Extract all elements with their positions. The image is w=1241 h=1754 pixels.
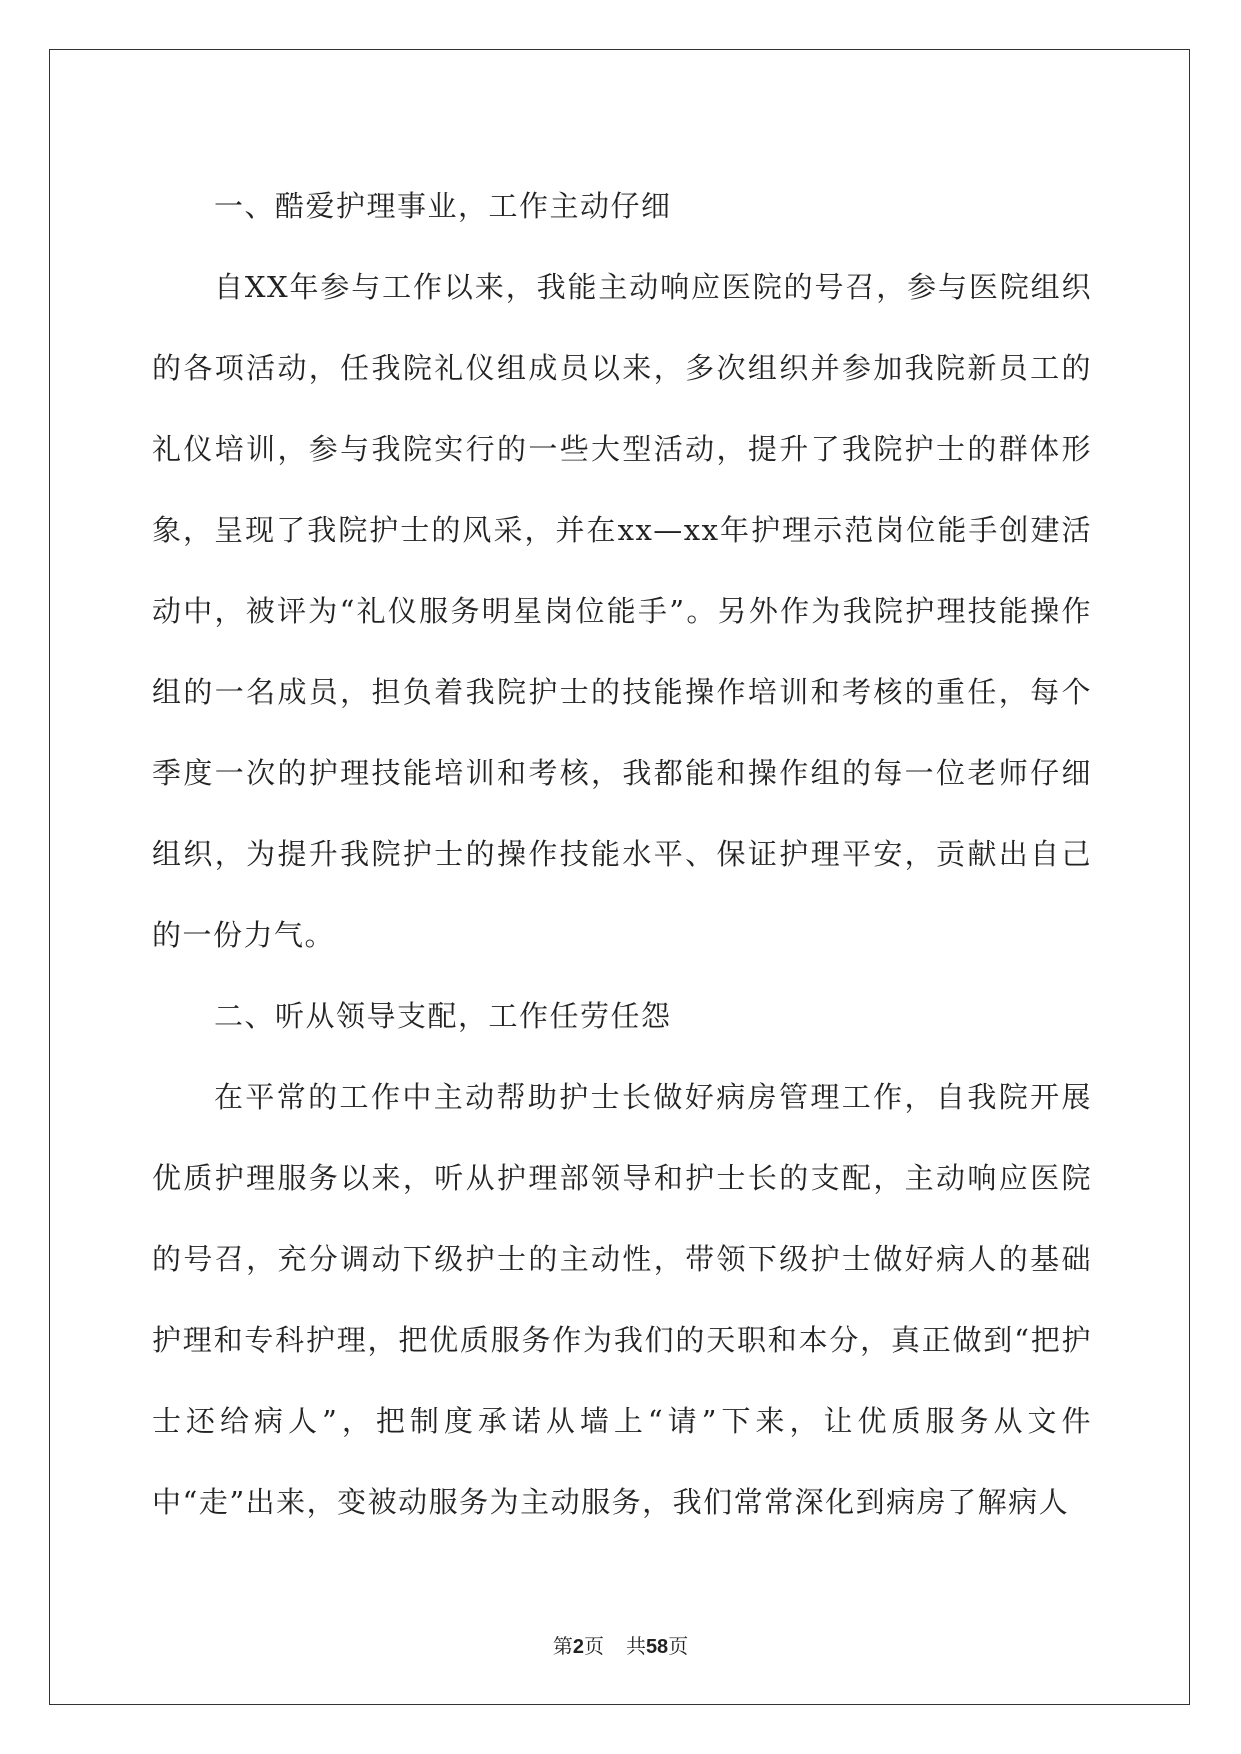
page-footer xyxy=(0,1630,1241,1659)
document-body xyxy=(152,166,1092,1543)
page-prefix: 第 xyxy=(552,1634,573,1658)
section-heading-1: 一、酷爱护理事业，工作主动仔细 xyxy=(214,189,672,223)
section-heading-2: 二、听从领导支配，工作任劳任怨 xyxy=(214,999,672,1033)
section-paragraph-2: 在平常的工作中主动帮助护士长做好病房管理工作，自我院开展优质护理服务以来，听从护理部领导和护士长的支配，主动响应医院的号召，充分调动下级护士的主动性，带领下级护士做好病人的基础护理和专科护理，把优质服务作为我们的天职和本分，真正做到“把护士还给病人”，把制度承诺从墙上“请”下来，让优质服务从文件中“走”出来，变被动服务为主动服务，我们常常深化到病房了解病人 xyxy=(152,1080,1092,1519)
page-suffix: 页 xyxy=(583,1634,604,1658)
section-paragraph-1: 自XX年参与工作以来，我能主动响应医院的号召，参与医院组织的各项活动，任我院礼仪组成员以来，多次组织并参加我院新员工的礼仪培训，参与我院实行的一些大型活动，提升了我院护士的群体形象，呈现了我院护士的风采，并在xx—xx年护理示范岗位能手创建活动中，被评为“礼仪服务明星岗位能手”。另外作为我院护理技能操作组的一名成员，担负着我院护士的技能操作培训和考核的重任，每个季度一次的护理技能培训和考核，我都能和操作组的每一位老师仔细组织，为提升我院护士的操作技能水平、保证护理平安，贡献出自己的一份力气。 xyxy=(152,270,1092,952)
total-suffix: 页 xyxy=(668,1634,689,1658)
total-prefix: 共 xyxy=(625,1634,646,1658)
page-number: 2 xyxy=(572,1636,584,1658)
total-pages: 58 xyxy=(645,1636,669,1658)
